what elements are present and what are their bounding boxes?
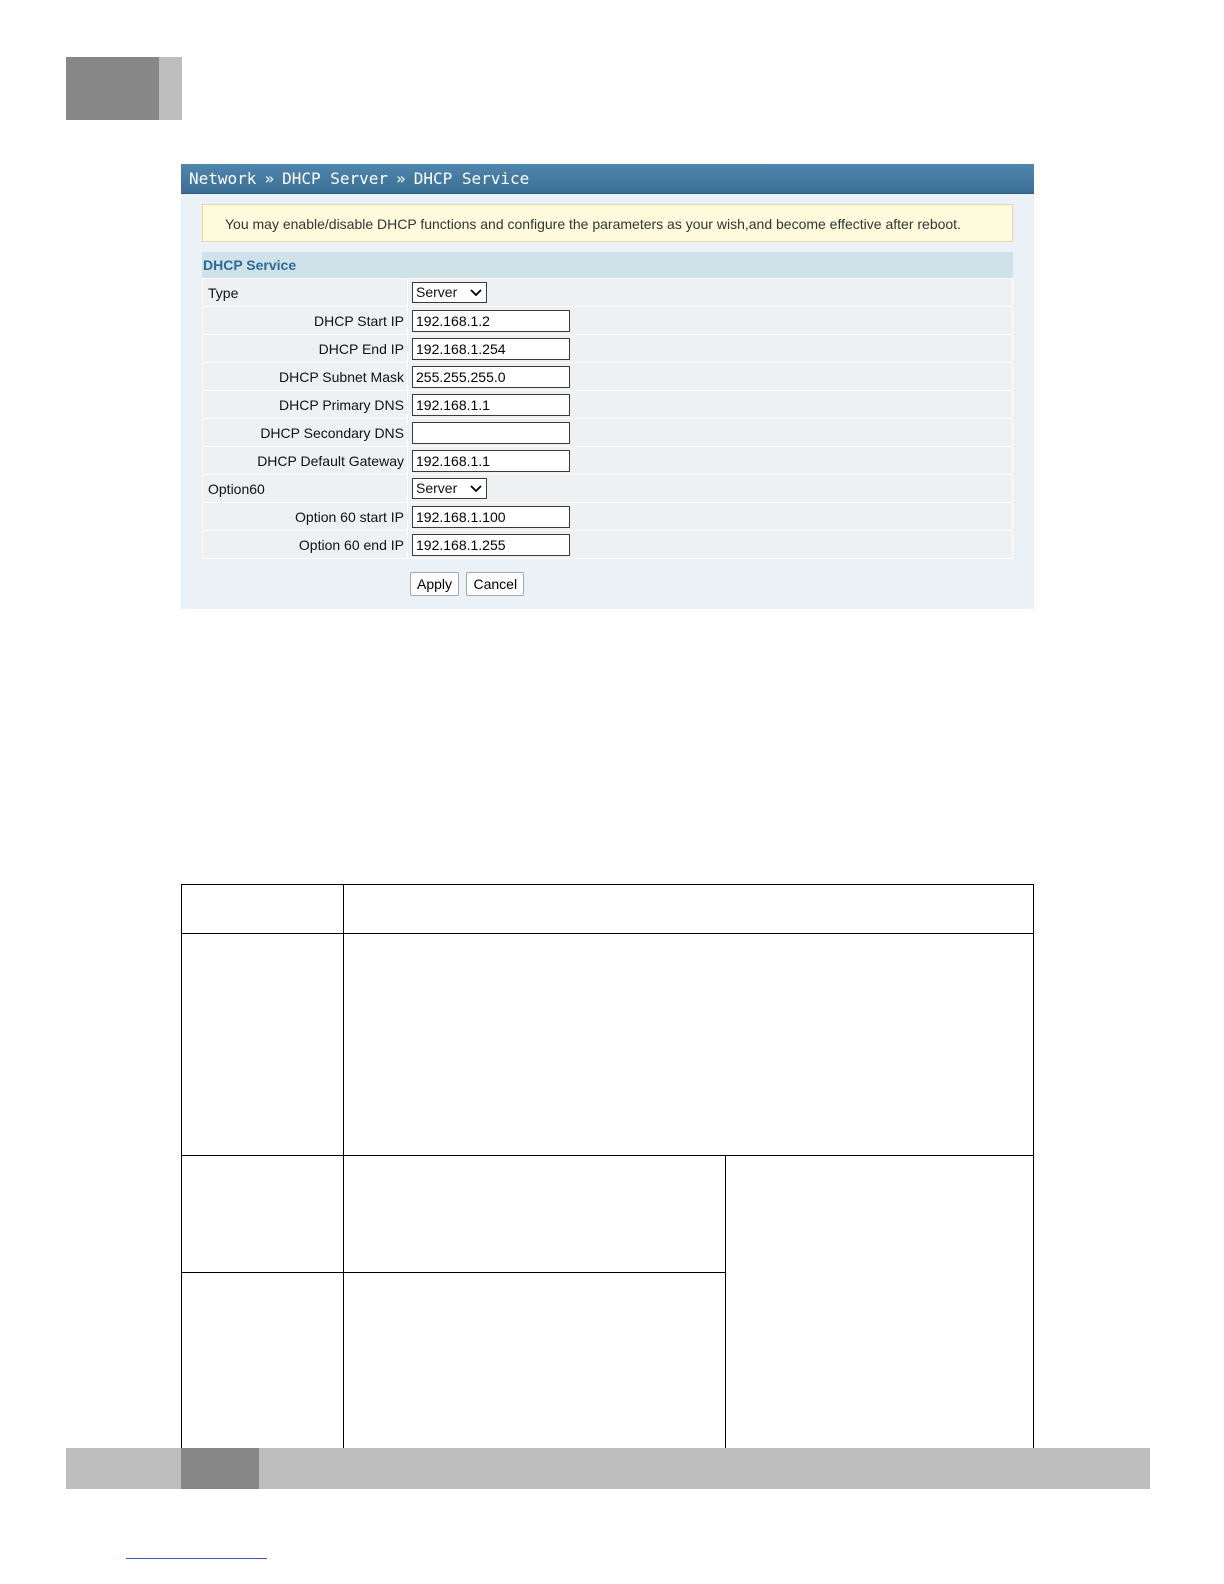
table-border-left <box>181 884 182 1449</box>
option60-end-ip-input[interactable] <box>412 534 570 556</box>
table-row-divider <box>181 1155 1034 1156</box>
start-ip-label: DHCP Start IP <box>203 307 408 335</box>
type-select-value: Server <box>416 284 458 300</box>
table-column-divider <box>725 1155 726 1449</box>
breadcrumb-separator: » <box>264 169 275 188</box>
document-table <box>181 884 1034 1449</box>
type-select[interactable] <box>412 282 487 303</box>
form-row-subnet-mask <box>203 363 1013 391</box>
footer-link-underline <box>126 1558 267 1559</box>
breadcrumb <box>181 164 1034 194</box>
form-row-primary-dns <box>203 391 1013 419</box>
subnet-mask-input[interactable] <box>412 366 570 388</box>
table-column-divider <box>343 884 344 1449</box>
form-row-type <box>203 279 1013 307</box>
header-decoration-dark <box>66 57 159 120</box>
form-row-start-ip <box>203 307 1013 335</box>
form-row-end-ip <box>203 335 1013 363</box>
table-row-divider <box>181 933 1034 934</box>
breadcrumb-separator: » <box>396 169 406 188</box>
table-border-right <box>1033 884 1034 1449</box>
footer-decoration-dark <box>181 1448 259 1489</box>
default-gateway-input[interactable] <box>412 450 570 472</box>
option60-end-ip-label: Option 60 end IP <box>203 531 408 559</box>
option60-select-value: Server <box>416 480 458 496</box>
dhcp-service-panel <box>181 164 1034 609</box>
cancel-button[interactable]: Cancel <box>466 572 524 596</box>
start-ip-input[interactable] <box>412 310 570 332</box>
table-border-top <box>181 884 1034 885</box>
primary-dns-label: DHCP Primary DNS <box>203 391 408 419</box>
subnet-mask-label: DHCP Subnet Mask <box>203 363 408 391</box>
form-row-secondary-dns <box>203 419 1013 447</box>
chevron-down-icon <box>470 479 482 504</box>
secondary-dns-label: DHCP Secondary DNS <box>203 419 408 447</box>
breadcrumb-dhcp-service: DHCP Service <box>413 169 530 188</box>
type-label: Type <box>203 279 408 307</box>
primary-dns-input[interactable] <box>412 394 570 416</box>
button-row <box>410 572 527 596</box>
section-title: DHCP Service <box>202 252 1013 278</box>
end-ip-input[interactable] <box>412 338 570 360</box>
option60-start-ip-input[interactable] <box>412 506 570 528</box>
breadcrumb-network[interactable]: Network <box>189 169 257 188</box>
dhcp-form <box>202 278 1013 559</box>
option60-start-ip-label: Option 60 start IP <box>203 503 408 531</box>
form-row-default-gateway <box>203 447 1013 475</box>
form-row-option60-start-ip <box>203 503 1013 531</box>
secondary-dns-input[interactable] <box>412 422 570 444</box>
breadcrumb-dhcp-server[interactable]: DHCP Server <box>282 169 389 188</box>
header-decoration-light <box>159 57 182 120</box>
default-gateway-label: DHCP Default Gateway <box>203 447 408 475</box>
info-notice: You may enable/disable DHCP functions and configure the parameters as your wish,and become effective after reboot. <box>202 204 1013 242</box>
form-row-option60-end-ip <box>203 531 1013 559</box>
form-row-option60 <box>203 475 1013 503</box>
end-ip-label: DHCP End IP <box>203 335 408 363</box>
option60-label: Option60 <box>203 475 408 503</box>
apply-button[interactable]: Apply <box>410 572 459 596</box>
chevron-down-icon <box>470 283 482 308</box>
option60-select[interactable] <box>412 478 487 499</box>
table-row-divider <box>181 1272 726 1273</box>
